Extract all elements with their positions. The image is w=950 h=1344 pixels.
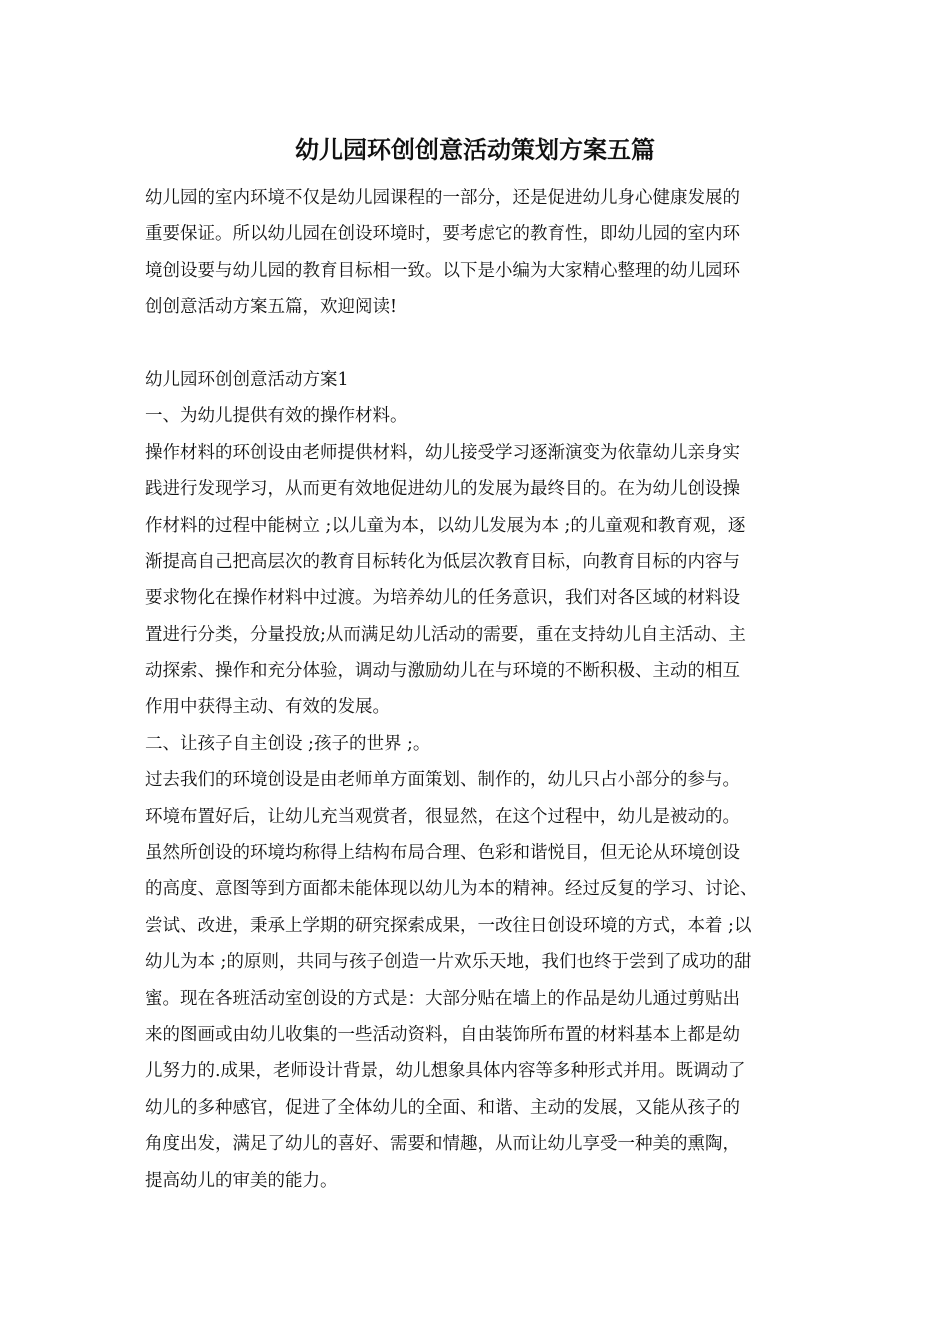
text-line: 动探索、操作和充分体验，调动与激励幼儿在与环境的不断积极、主动的相互 <box>145 661 740 682</box>
text-line: 提高幼儿的审美的能力。 <box>145 1170 338 1191</box>
document-body <box>145 180 825 1199</box>
text-line: 作用中获得主动、有效的发展。 <box>145 697 390 718</box>
text-line: 角度出发，满足了幼儿的喜好、需要和情趣，从而让幼儿享受一种美的熏陶， <box>145 1134 740 1155</box>
text-line: 蜜。现在各班活动室创设的方式是：大部分贴在墙上的作品是幼儿通过剪贴出 <box>145 988 740 1009</box>
text-line: 的高度、意图等到方面都未能体现以幼儿为本的精神。经过反复的学习、讨论、 <box>145 879 758 900</box>
text-line: 作材料的过程中能树立 ;以儿童为本，以幼儿发展为本 ;的儿童观和教育观，逐 <box>145 515 746 536</box>
text-line: 过去我们的环境创设是由老师单方面策划、制作的，幼儿只占小部分的参与。 <box>145 770 740 791</box>
text-line: 践进行发现学习，从而更有效地促进幼儿的发展为最终目的。在为幼儿创设操 <box>145 479 740 500</box>
text-line: 幼儿为本 ;的原则，共同与孩子创造一片欢乐天地，我们也终于尝到了成功的甜 <box>145 952 752 973</box>
text-line: 来的图画或由幼儿收集的一些活动资料，自由装饰所布置的材料基本上都是幼 <box>145 1024 740 1045</box>
text-line: 要求物化在操作材料中过渡。为培养幼儿的任务意识，我们对各区域的材料设 <box>145 588 740 609</box>
text-line: 环境布置好后，让幼儿充当观赏者，很显然，在这个过程中，幼儿是被动的。 <box>145 806 740 827</box>
text-line: 创创意活动方案五篇，欢迎阅读! <box>145 297 398 318</box>
text-line: 虽然所创设的环境均称得上结构布局合理、色彩和谐悦目，但无论从环境创设 <box>145 843 740 864</box>
point2-paragraph <box>145 762 825 1199</box>
text-line: 渐提高自己把高层次的教育目标转化为低层次教育目标，向教育目标的内容与 <box>145 551 740 572</box>
point1-heading: 一、为幼儿提供有效的操作材料。 <box>145 406 408 427</box>
point1-paragraph <box>145 435 825 726</box>
blank-line <box>145 326 825 362</box>
text-line: 境创设要与幼儿园的教育目标相一致。以下是小编为大家精心整理的幼儿园环 <box>145 260 740 281</box>
text-line: 置进行分类，分量投放;从而满足幼儿活动的需要，重在支持幼儿自主活动、主 <box>145 624 746 645</box>
text-line: 幼儿园的室内环境不仅是幼儿园课程的一部分，还是促进幼儿身心健康发展的 <box>145 188 740 208</box>
text-line: 尝试、改进，秉承上学期的研究探索成果，一改往日创设环境的方式，本着 ;以 <box>145 915 752 936</box>
text-line: 重要保证。所以幼儿园在创设环境时，要考虑它的教育性，即幼儿园的室内环 <box>145 224 740 245</box>
document-title: 幼儿园环创创意活动策划方案五篇 <box>295 135 655 164</box>
point2-heading: 二、让孩子自主创设 ;孩子的世界 ;。 <box>145 733 431 754</box>
intro-paragraph <box>145 180 825 326</box>
section-heading: 幼儿园环创创意活动方案1 <box>145 369 349 390</box>
text-line: 操作材料的环创设由老师提供材料，幼儿接受学习逐渐演变为依靠幼儿亲身实 <box>145 442 740 463</box>
text-line: 儿努力的.成果，老师设计背景，幼儿想象具体内容等多种形式并用。既调动了 <box>145 1061 746 1082</box>
text-line: 幼儿的多种感官，促进了全体幼儿的全面、和谐、主动的发展，又能从孩子的 <box>145 1097 740 1118</box>
